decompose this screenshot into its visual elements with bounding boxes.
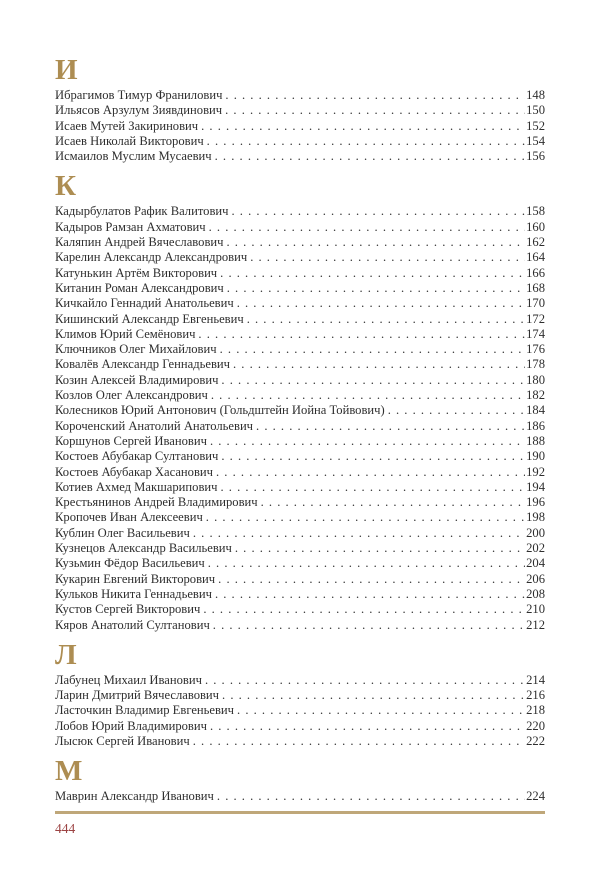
- index-entry: [55, 220, 545, 235]
- leader-dots: [247, 312, 525, 327]
- entry-name: Колесников Юрий Антонович (Гольдштейн Иойна Тойвович): [55, 403, 385, 418]
- entry-page-number: 158: [526, 204, 545, 219]
- leader-dots: [221, 373, 525, 388]
- index-entry: [55, 587, 545, 602]
- entry-name: Кустов Сергей Викторович: [55, 602, 201, 617]
- index-entry: [55, 373, 545, 388]
- leader-dots: [210, 719, 525, 734]
- entry-name: Ибрагимов Тимур Франилович: [55, 88, 223, 102]
- entry-name: Костоев Абубакар Хасанович: [55, 464, 213, 479]
- leader-dots: [193, 734, 525, 749]
- entry-name: Ласточкин Владимир Евгеньевич: [55, 703, 235, 718]
- leader-dots: [193, 526, 525, 541]
- entry-page-number: 186: [526, 418, 545, 433]
- entry-name: Кузнецов Александр Васильевич: [55, 541, 232, 556]
- index-entry: [55, 510, 545, 525]
- entry-page-number: 162: [526, 235, 545, 250]
- index-entry: [55, 88, 545, 103]
- entry-page-number: 192: [526, 464, 545, 479]
- index-entry: [55, 434, 545, 449]
- leader-dots: [250, 250, 525, 265]
- section-letter: М: [55, 755, 83, 788]
- entry-page-number: 212: [526, 617, 545, 632]
- index-entry: [55, 327, 545, 342]
- leader-dots: [206, 510, 525, 525]
- entry-page-number: 184: [526, 403, 545, 418]
- section-letter: К: [55, 170, 77, 203]
- index-entry: [55, 541, 545, 556]
- footer-rule: [55, 811, 545, 814]
- index-entry: [55, 734, 545, 749]
- entry-page-number: 148: [526, 88, 545, 102]
- entry-name: Кяров Анатолий Султанович: [55, 617, 210, 632]
- index-entry: [55, 572, 545, 587]
- entry-page-number: 198: [526, 510, 545, 525]
- index-entry: [55, 134, 545, 149]
- leader-dots: [218, 572, 525, 587]
- entry-page-number: 190: [526, 449, 545, 464]
- leader-dots: [222, 688, 525, 703]
- entry-name: Кузьмин Фёдор Васильевич: [55, 556, 205, 571]
- entry-page-number: 224: [526, 789, 545, 804]
- entry-page-number: 168: [526, 280, 545, 295]
- index-entry: [55, 388, 545, 403]
- leader-dots: [237, 703, 525, 718]
- leader-dots: [220, 342, 526, 357]
- index-entry: [55, 103, 545, 118]
- index-section: [55, 172, 545, 632]
- entry-page-number: 178: [526, 357, 545, 372]
- index-entry: [55, 673, 545, 688]
- leader-dots: [208, 556, 525, 571]
- section-letter: И: [55, 54, 79, 86]
- entry-name: Каляпин Андрей Вячеславович: [55, 235, 224, 250]
- page-number: 444: [55, 820, 76, 836]
- entry-page-number: 208: [526, 586, 545, 601]
- entry-name: Короченский Анатолий Анатольевич: [55, 418, 254, 433]
- leader-dots: [231, 204, 525, 219]
- entry-page-number: 216: [526, 688, 545, 703]
- leader-dots: [215, 149, 525, 164]
- index-entry: [55, 618, 545, 633]
- entry-name: Исмаилов Муслим Мусаевич: [55, 149, 212, 164]
- entry-page-number: 210: [526, 602, 545, 617]
- leader-dots: [205, 673, 525, 688]
- entry-name: Катунькин Артём Викторович: [55, 265, 218, 280]
- leader-dots: [221, 449, 525, 464]
- index-section: [55, 757, 545, 804]
- entry-page-number: 182: [526, 388, 545, 403]
- index-entry: [55, 266, 545, 281]
- entry-name: Котиев Ахмед Макшарипович: [55, 479, 218, 494]
- index-entry: [55, 556, 545, 571]
- leader-dots: [215, 587, 525, 602]
- entry-name: Китанин Роман Александрович: [55, 280, 224, 295]
- entry-page-number: 166: [526, 265, 545, 280]
- entry-page-number: 152: [526, 118, 545, 133]
- entry-page-number: 222: [526, 733, 545, 748]
- entry-page-number: 176: [526, 342, 545, 357]
- entry-name: Кадыров Рамзан Ахматович: [55, 219, 206, 234]
- leader-dots: [256, 419, 525, 434]
- entry-name: Кукарин Евгений Викторович: [55, 571, 216, 586]
- entry-name: Кичкайло Геннадий Анатольевич: [55, 296, 234, 311]
- entry-page-number: 150: [526, 103, 545, 118]
- index-entry: [55, 342, 545, 357]
- index-entry: [55, 526, 545, 541]
- entry-name: Лабунец Михаил Иванович: [55, 672, 202, 687]
- index-entry: [55, 480, 545, 495]
- entry-name: Козин Алексей Владимирович: [55, 372, 219, 387]
- index-entry: [55, 357, 545, 372]
- entry-name: Ларин Дмитрий Вячеславович: [55, 688, 220, 703]
- entry-name: Исаев Николай Викторович: [55, 133, 204, 148]
- index-section: [55, 56, 545, 164]
- section-letter: Л: [55, 638, 78, 671]
- index-entry: [55, 296, 545, 311]
- entry-page-number: 172: [526, 311, 545, 326]
- entry-page-number: 194: [526, 479, 545, 494]
- leader-dots: [213, 618, 525, 633]
- entry-page-number: 200: [526, 525, 545, 540]
- entry-page-number: 156: [526, 149, 545, 164]
- entry-name: Карелин Александр Александрович: [55, 250, 248, 265]
- entry-page-number: 196: [526, 495, 545, 510]
- leader-dots: [209, 220, 526, 235]
- entry-page-number: 154: [526, 133, 545, 148]
- leader-dots: [203, 602, 525, 617]
- leader-dots: [201, 119, 525, 134]
- index-entry: [55, 495, 545, 510]
- entry-name: Кишинский Александр Евгеньевич: [55, 311, 244, 326]
- index-entry: [55, 789, 545, 804]
- index-entry: [55, 688, 545, 703]
- entry-name: Ильясов Арзулум Зиявдинович: [55, 103, 223, 118]
- index-entry: [55, 235, 545, 250]
- index-entry: [55, 403, 545, 418]
- index-entry: [55, 250, 545, 265]
- leader-dots: [220, 266, 525, 281]
- leader-dots: [233, 357, 525, 372]
- entry-page-number: 160: [526, 219, 545, 234]
- entry-name: Кадырбулатов Рафик Валитович: [55, 204, 229, 219]
- index-entry: [55, 119, 545, 134]
- entry-name: Кульков Никита Геннадьевич: [55, 586, 212, 601]
- leader-dots: [210, 434, 525, 449]
- entry-name: Коршунов Сергей Иванович: [55, 433, 207, 448]
- entry-page-number: 202: [526, 541, 545, 556]
- entry-page-number: 180: [526, 372, 545, 387]
- entry-page-number: 206: [526, 571, 545, 586]
- leader-dots: [235, 541, 525, 556]
- leader-dots: [211, 388, 525, 403]
- leader-dots: [207, 134, 525, 149]
- index-entry: [55, 281, 545, 296]
- leader-dots: [198, 327, 525, 342]
- index-entry: [55, 149, 545, 164]
- index-entry: [55, 703, 545, 718]
- entry-page-number: 164: [526, 250, 545, 265]
- entry-page-number: 170: [526, 296, 545, 311]
- entry-page-number: 218: [526, 703, 545, 718]
- entry-name: Исаев Мутей Закиринович: [55, 118, 199, 133]
- leader-dots: [237, 296, 525, 311]
- entry-page-number: 204: [526, 556, 545, 571]
- leader-dots: [261, 495, 526, 510]
- entry-name: Лысюк Сергей Иванович: [55, 733, 190, 748]
- entry-page-number: 220: [526, 718, 545, 733]
- index-entry: [55, 719, 545, 734]
- index-entry: [55, 602, 545, 617]
- entry-page-number: 188: [526, 433, 545, 448]
- entry-page-number: 174: [526, 326, 545, 341]
- entry-name: Ковалёв Александр Геннадьевич: [55, 357, 230, 372]
- entry-name: Кропочев Иван Алексеевич: [55, 510, 203, 525]
- entry-name: Кублин Олег Васильевич: [55, 525, 190, 540]
- index-entry: [55, 419, 545, 434]
- entry-name: Лобов Юрий Владимирович: [55, 718, 207, 733]
- leader-dots: [388, 403, 525, 418]
- entry-name: Ключников Олег Михайлович: [55, 342, 217, 357]
- index-list: [55, 56, 545, 805]
- entry-name: Крестьянинов Андрей Владимирович: [55, 495, 258, 510]
- index-section: [55, 638, 545, 749]
- entry-page-number: 214: [526, 672, 545, 687]
- leader-dots: [226, 235, 525, 250]
- entry-name: Маврин Александр Иванович: [55, 789, 214, 804]
- index-entry: [55, 204, 545, 219]
- index-entry: [55, 449, 545, 464]
- leader-dots: [227, 281, 525, 296]
- index-entry: [55, 465, 545, 480]
- leader-dots: [225, 88, 525, 103]
- leader-dots: [216, 465, 525, 480]
- leader-dots: [225, 103, 525, 118]
- index-entry: [55, 312, 545, 327]
- entry-name: Костоев Абубакар Султанович: [55, 449, 219, 464]
- entry-name: Козлов Олег Александрович: [55, 388, 208, 403]
- leader-dots: [217, 789, 525, 804]
- leader-dots: [220, 480, 525, 495]
- entry-name: Климов Юрий Семёнович: [55, 326, 196, 341]
